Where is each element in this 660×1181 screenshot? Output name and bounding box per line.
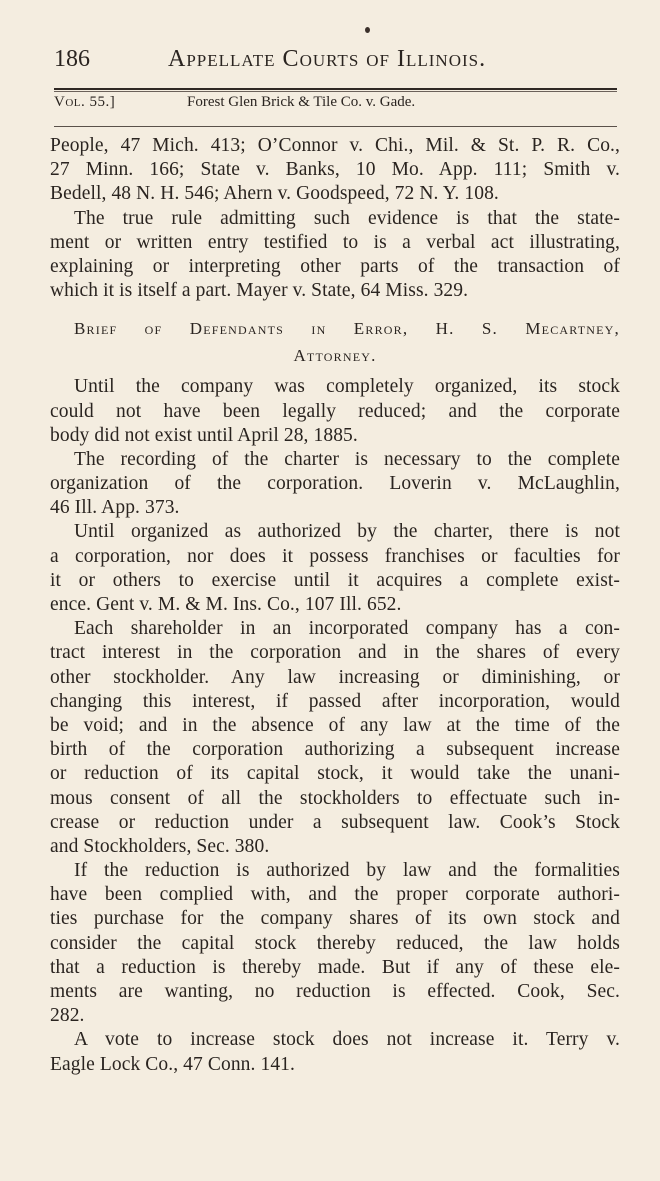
- text-line: tract interest in the corporation and in the shares of every: [50, 642, 620, 664]
- text-line: other stockholder. Any law increasing or diminishing, or: [50, 666, 620, 688]
- text-line: crease or reduction under a subsequent law. Cook’s Stock: [50, 811, 620, 833]
- text-line: it or others to exercise until it acquires a complete exist-: [50, 569, 620, 591]
- running-title: Appellate Courts of Illinois.: [168, 46, 487, 72]
- section-heading: [50, 317, 620, 367]
- volume-label: Vol. 55.]: [54, 94, 116, 110]
- text-line: A vote to increase stock does not increase it. Terry v.: [74, 1029, 620, 1051]
- printer-dot: [365, 27, 370, 33]
- text-line: 46 Ill. App. 373.: [50, 497, 180, 519]
- text-line: People, 47 Mich. 413; O’Connor v. Chi., Mil. & St. P. R. Co.,: [50, 135, 620, 156]
- text-line: which it is itself a part. Mayer v. State, 64 Miss. 329.: [50, 280, 469, 302]
- text-line: ments are wanting, no reduction is effected. Cook, Sec.: [50, 981, 620, 1002]
- text-line: a corporation, nor does it possess franchises or faculties for: [50, 545, 620, 567]
- text-line: could not have been legally reduced; and the corporate: [50, 400, 620, 422]
- text-line: or reduction of its capital stock, it would take the unani-: [50, 763, 620, 785]
- paragraph: [50, 859, 620, 1028]
- text-line: organization of the corporation. Loverin v. McLaughlin,: [50, 473, 620, 495]
- paragraph: [50, 448, 620, 521]
- text-line: explaining or interpreting other parts of the transaction of: [50, 255, 620, 277]
- paragraph: [50, 207, 620, 304]
- text-line: Each shareholder in an incorporated company has a con-: [74, 618, 620, 640]
- text-line: have been complied with, and the proper corporate authori-: [50, 884, 620, 906]
- text-line: birth of the corporation authorizing a subsequent increase: [50, 739, 620, 761]
- paragraph: [50, 1028, 620, 1076]
- page-body: [50, 134, 620, 1077]
- page-number: 186: [54, 46, 90, 72]
- case-line-rule: [54, 126, 617, 127]
- text-line: consider the capital stock thereby reduced, the law holds: [50, 932, 620, 954]
- paragraph: [50, 520, 620, 617]
- paragraph: [50, 617, 620, 859]
- text-line: ties purchase for the company shares of its own stock and: [50, 908, 620, 930]
- text-line: be void; and in the absence of any law at the time of the: [50, 714, 620, 736]
- text-line: that a reduction is thereby made. But if any of these ele-: [50, 956, 620, 978]
- case-title: Forest Glen Brick & Tile Co. v. Gade.: [187, 94, 416, 110]
- text-line: The recording of the charter is necessary to the complete: [74, 448, 620, 470]
- text-line: Until organized as authorized by the charter, there is not: [74, 521, 620, 543]
- case-line: [54, 94, 574, 120]
- text-line: If the reduction is authorized by law and the formalities: [74, 860, 620, 882]
- text-line: and Stockholders, Sec. 380.: [50, 835, 270, 857]
- paragraph: [50, 134, 620, 207]
- text-line: Until the company was completely organized, its stock: [74, 376, 620, 398]
- text-line: Eagle Lock Co., 47 Conn. 141.: [50, 1053, 295, 1075]
- header-rule: [54, 88, 617, 90]
- text-line: 27 Minn. 166; State v. Banks, 10 Mo. App. 111; Smith v.: [50, 159, 620, 181]
- text-line: mous consent of all the stockholders to effectuate such in-: [50, 787, 620, 809]
- text-line: ence. Gent v. M. & M. Ins. Co., 107 Ill. 652.: [50, 594, 402, 615]
- paragraph: [50, 375, 620, 448]
- header-rule-thin: [54, 91, 617, 92]
- text-line: The true rule admitting such evidence is that the state-: [74, 207, 620, 229]
- text-line: changing this interest, if passed after incorporation, would: [50, 690, 620, 712]
- heading-line: Attorney.: [293, 346, 377, 366]
- text-line: body did not exist until April 28, 1885.: [50, 424, 358, 446]
- text-line: 282.: [50, 1005, 85, 1027]
- text-line: Bedell, 48 N. H. 546; Ahern v. Goodspeed, 72 N. Y. 108.: [50, 183, 499, 205]
- text-line: ment or written entry testified to is a verbal act illustrating,: [50, 231, 620, 253]
- running-head: [54, 46, 514, 80]
- heading-line: Brief of Defendants in Error, H. S. Mecartney,: [74, 319, 620, 339]
